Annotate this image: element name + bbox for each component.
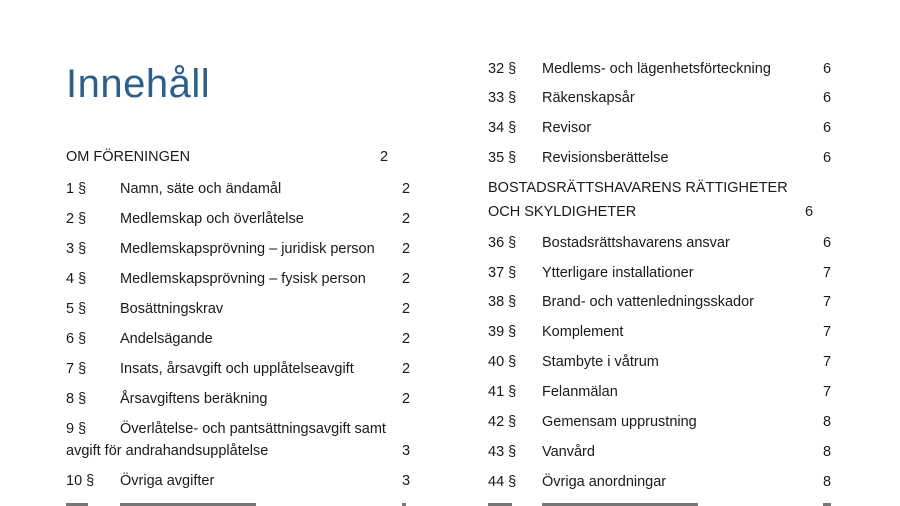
toc-entry-label: Stambyte i våtrum xyxy=(542,354,659,370)
toc-entry-cutoff xyxy=(66,500,406,506)
toc-entry-label: Medlemskapsprövning – juridisk person xyxy=(120,241,375,257)
toc-section-line2: OCH SKYLDIGHETER xyxy=(488,204,637,220)
toc-entry-page: 3 xyxy=(402,443,411,459)
toc-entry-label: Felanmälan xyxy=(542,384,618,400)
toc-entry-page: 8 xyxy=(823,414,832,430)
toc-entry-page: 2 xyxy=(402,271,411,287)
toc-entry-page: 2 xyxy=(402,391,411,407)
toc-entry-number: 7 § xyxy=(66,361,87,377)
toc-entry-page: 7 xyxy=(823,265,832,281)
toc-entry-number: 39 § xyxy=(488,324,517,340)
toc-entry-label: Vanvård xyxy=(542,444,595,460)
toc-entry-number: 44 § xyxy=(488,474,517,490)
toc-entry-number: 4 § xyxy=(66,271,87,287)
toc-entry-label: Medlemskap och överlåtelse xyxy=(120,211,304,227)
toc-entry-number: 8 § xyxy=(66,391,87,407)
toc-entry-label: Bosättningskrav xyxy=(120,301,224,317)
toc-section-page: 2 xyxy=(380,149,389,165)
toc-entry-number: 32 § xyxy=(488,61,517,77)
toc-entry-page: 8 xyxy=(823,444,832,460)
toc-entry-label-continued: avgift för andrahandsupplåtelse xyxy=(66,443,269,459)
toc-entry-page: 2 xyxy=(402,331,411,347)
toc-entry-number: 38 § xyxy=(488,294,517,310)
toc-entry-number: 37 § xyxy=(488,265,517,281)
toc-entry-number: 42 § xyxy=(488,414,517,430)
toc-entry-page: 6 xyxy=(823,90,832,106)
toc-entry-page: 2 xyxy=(402,241,411,257)
toc-entry-number: 9 § xyxy=(66,421,87,437)
toc-entry-page: 2 xyxy=(402,211,411,227)
toc-entry-number: 35 § xyxy=(488,150,517,166)
toc-entry-number: 40 § xyxy=(488,354,517,370)
toc-section-line1: BOSTADSRÄTTSHAVARENS RÄTTIGHETER xyxy=(488,180,788,196)
toc-entry-label: Medlemskapsprövning – fysisk person xyxy=(120,271,366,287)
toc-entry-cutoff xyxy=(488,500,838,506)
toc-entry-label: Årsavgiftens beräkning xyxy=(120,391,268,407)
toc-entry-page: 7 xyxy=(823,294,832,310)
toc-entry-label: Revisionsberättelse xyxy=(542,150,669,166)
toc-entry-label: Andelsägande xyxy=(120,331,213,347)
toc-entry-number: 41 § xyxy=(488,384,517,400)
toc-section-label: OM FÖRENINGEN xyxy=(66,149,191,165)
toc-entry-number: 5 § xyxy=(66,301,87,317)
toc-entry-page: 6 xyxy=(823,150,832,166)
toc-entry-label: Räkenskapsår xyxy=(542,90,635,106)
toc-entry-page: 7 xyxy=(823,324,832,340)
toc-entry-label: Revisor xyxy=(542,120,592,136)
toc-entry-label: Övriga anordningar xyxy=(542,474,667,490)
toc-entry-number: 34 § xyxy=(488,120,517,136)
toc-entry-label: Insats, årsavgift och upplåtelseavgift xyxy=(120,361,354,377)
toc-entry-number: 33 § xyxy=(488,90,517,106)
toc-entry-number: 1 § xyxy=(66,181,87,197)
toc-section-page: 6 xyxy=(805,204,814,220)
toc-entry-page: 3 xyxy=(402,473,411,489)
toc-entry-number: 10 § xyxy=(66,473,95,489)
toc-entry-label: Brand- och vattenledningsskador xyxy=(542,294,754,310)
toc-entry-label: Komplement xyxy=(542,324,624,340)
toc-entry-page: 8 xyxy=(823,474,832,490)
toc-entry-label: Bostadsrättshavarens ansvar xyxy=(542,235,730,251)
toc-entry-label: Övriga avgifter xyxy=(120,473,215,489)
toc-entry-label: Gemensam upprustning xyxy=(542,414,697,430)
toc-entry-label: Medlems- och lägenhetsförteckning xyxy=(542,61,771,77)
toc-entry-label: Namn, säte och ändamål xyxy=(120,181,282,197)
toc-entry-number: 43 § xyxy=(488,444,517,460)
toc-entry-page: 6 xyxy=(823,235,832,251)
toc-entry-page: 2 xyxy=(402,181,411,197)
toc-entry-number: 2 § xyxy=(66,211,87,227)
toc-title: Innehåll xyxy=(66,62,211,106)
toc-entry-page: 7 xyxy=(823,384,832,400)
toc-entry-label: Ytterligare installationer xyxy=(542,265,694,281)
toc-section-om-foreningen[interactable] xyxy=(66,148,406,166)
toc-entry-number: 3 § xyxy=(66,241,87,257)
toc-entry-page: 7 xyxy=(823,354,832,370)
toc-entry-page: 2 xyxy=(402,301,411,317)
toc-section-rattigheter[interactable] xyxy=(488,179,838,221)
toc-entry-page: 6 xyxy=(823,120,832,136)
toc-entry-page: 6 xyxy=(823,61,832,77)
toc-entry-number: 6 § xyxy=(66,331,87,347)
toc-entry-label: Överlåtelse- och pantsättningsavgift samt xyxy=(120,421,386,437)
toc-entry-number: 36 § xyxy=(488,235,517,251)
toc-entry-page: 2 xyxy=(402,361,411,377)
